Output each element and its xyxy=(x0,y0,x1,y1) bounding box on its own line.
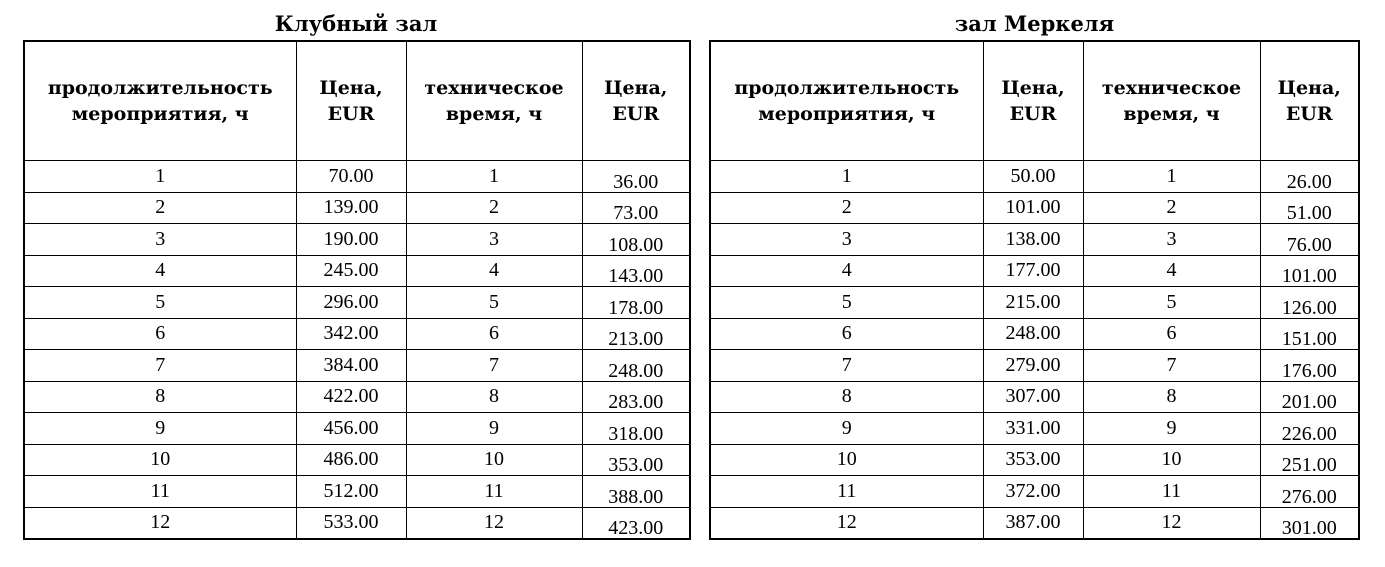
table-row xyxy=(24,287,690,319)
table-row xyxy=(24,192,690,224)
cell-technical-price: 213.00 xyxy=(582,318,690,350)
cell-technical-time: 1 xyxy=(1083,161,1260,193)
table-row xyxy=(710,381,1359,413)
cell-duration: 7 xyxy=(24,350,296,382)
cell-price: 101.00 xyxy=(983,192,1083,224)
cell-technical-time: 3 xyxy=(406,224,582,256)
cell-duration: 11 xyxy=(710,476,983,508)
cell-price: 138.00 xyxy=(983,224,1083,256)
table-row xyxy=(710,224,1359,256)
cell-technical-time: 9 xyxy=(1083,413,1260,445)
cell-duration: 12 xyxy=(710,507,983,539)
cell-technical-time: 6 xyxy=(1083,318,1260,350)
cell-duration: 1 xyxy=(710,161,983,193)
cell-duration: 9 xyxy=(710,413,983,445)
table-row xyxy=(710,476,1359,508)
cell-technical-price: 388.00 xyxy=(582,476,690,508)
header-technical-time: техническое время, ч xyxy=(1083,41,1260,161)
table-row xyxy=(24,381,690,413)
table-row xyxy=(710,413,1359,445)
cell-duration: 12 xyxy=(24,507,296,539)
cell-technical-price: 201.00 xyxy=(1260,381,1359,413)
cell-technical-price: 108.00 xyxy=(582,224,690,256)
cell-technical-time: 9 xyxy=(406,413,582,445)
cell-duration: 9 xyxy=(24,413,296,445)
cell-price: 50.00 xyxy=(983,161,1083,193)
cell-technical-time: 5 xyxy=(406,287,582,319)
header-price: Цена, EUR xyxy=(983,41,1083,161)
cell-technical-time: 1 xyxy=(406,161,582,193)
cell-technical-price: 301.00 xyxy=(1260,507,1359,539)
cell-duration: 3 xyxy=(710,224,983,256)
merkel-hall-price-table xyxy=(709,40,1360,540)
table-header-row xyxy=(710,41,1359,161)
cell-duration: 7 xyxy=(710,350,983,382)
table-row xyxy=(24,507,690,539)
cell-price: 387.00 xyxy=(983,507,1083,539)
cell-technical-time: 2 xyxy=(406,192,582,224)
cell-price: 279.00 xyxy=(983,350,1083,382)
cell-technical-time: 8 xyxy=(406,381,582,413)
cell-duration: 3 xyxy=(24,224,296,256)
cell-price: 296.00 xyxy=(296,287,406,319)
cell-technical-price: 226.00 xyxy=(1260,413,1359,445)
merkel-hall-panel xyxy=(709,8,1360,540)
club-hall-panel xyxy=(23,8,689,540)
cell-technical-price: 36.00 xyxy=(582,161,690,193)
cell-technical-price: 318.00 xyxy=(582,413,690,445)
cell-price: 177.00 xyxy=(983,255,1083,287)
cell-technical-time: 7 xyxy=(1083,350,1260,382)
cell-technical-price: 151.00 xyxy=(1260,318,1359,350)
cell-technical-price: 248.00 xyxy=(582,350,690,382)
merkel-hall-title: зал Меркеля xyxy=(954,11,1115,36)
cell-duration: 2 xyxy=(24,192,296,224)
table-row xyxy=(24,161,690,193)
header-duration: продолжительность мероприятия, ч xyxy=(24,41,296,161)
cell-technical-price: 423.00 xyxy=(582,507,690,539)
table-row xyxy=(710,255,1359,287)
cell-technical-price: 26.00 xyxy=(1260,161,1359,193)
table-row xyxy=(24,350,690,382)
cell-duration: 5 xyxy=(710,287,983,319)
cell-price: 384.00 xyxy=(296,350,406,382)
cell-price: 331.00 xyxy=(983,413,1083,445)
cell-technical-time: 11 xyxy=(1083,476,1260,508)
cell-price: 342.00 xyxy=(296,318,406,350)
cell-technical-price: 143.00 xyxy=(582,255,690,287)
table-row xyxy=(24,224,690,256)
cell-duration: 4 xyxy=(24,255,296,287)
cell-price: 353.00 xyxy=(983,444,1083,476)
cell-technical-time: 10 xyxy=(406,444,582,476)
club-hall-title: Клубный зал xyxy=(274,11,438,36)
cell-price: 456.00 xyxy=(296,413,406,445)
cell-price: 139.00 xyxy=(296,192,406,224)
cell-technical-price: 353.00 xyxy=(582,444,690,476)
cell-technical-price: 176.00 xyxy=(1260,350,1359,382)
cell-duration: 10 xyxy=(24,444,296,476)
cell-technical-time: 3 xyxy=(1083,224,1260,256)
table-row xyxy=(24,413,690,445)
cell-duration: 4 xyxy=(710,255,983,287)
cell-technical-price: 276.00 xyxy=(1260,476,1359,508)
table-row xyxy=(710,350,1359,382)
cell-price: 533.00 xyxy=(296,507,406,539)
cell-duration: 5 xyxy=(24,287,296,319)
table-row xyxy=(710,444,1359,476)
cell-price: 248.00 xyxy=(983,318,1083,350)
table-row xyxy=(710,318,1359,350)
cell-duration: 1 xyxy=(24,161,296,193)
header-price: Цена, EUR xyxy=(296,41,406,161)
cell-technical-time: 2 xyxy=(1083,192,1260,224)
cell-duration: 2 xyxy=(710,192,983,224)
cell-duration: 11 xyxy=(24,476,296,508)
cell-technical-price: 178.00 xyxy=(582,287,690,319)
header-duration: продолжительность мероприятия, ч xyxy=(710,41,983,161)
cell-price: 215.00 xyxy=(983,287,1083,319)
header-technical-price: Цена, EUR xyxy=(582,41,690,161)
cell-technical-price: 101.00 xyxy=(1260,255,1359,287)
cell-price: 486.00 xyxy=(296,444,406,476)
cell-technical-time: 10 xyxy=(1083,444,1260,476)
club-hall-price-table xyxy=(23,40,691,540)
cell-price: 422.00 xyxy=(296,381,406,413)
header-technical-price: Цена, EUR xyxy=(1260,41,1359,161)
cell-duration: 10 xyxy=(710,444,983,476)
cell-technical-price: 283.00 xyxy=(582,381,690,413)
cell-technical-time: 7 xyxy=(406,350,582,382)
cell-technical-time: 8 xyxy=(1083,381,1260,413)
cell-technical-price: 76.00 xyxy=(1260,224,1359,256)
cell-price: 70.00 xyxy=(296,161,406,193)
cell-technical-time: 12 xyxy=(1083,507,1260,539)
cell-price: 372.00 xyxy=(983,476,1083,508)
cell-technical-price: 251.00 xyxy=(1260,444,1359,476)
cell-price: 512.00 xyxy=(296,476,406,508)
table-row xyxy=(24,255,690,287)
cell-technical-price: 51.00 xyxy=(1260,192,1359,224)
cell-technical-price: 126.00 xyxy=(1260,287,1359,319)
cell-technical-time: 4 xyxy=(1083,255,1260,287)
cell-technical-time: 11 xyxy=(406,476,582,508)
cell-price: 307.00 xyxy=(983,381,1083,413)
cell-technical-time: 12 xyxy=(406,507,582,539)
header-technical-time: техническое время, ч xyxy=(406,41,582,161)
table-row xyxy=(24,476,690,508)
cell-duration: 6 xyxy=(710,318,983,350)
table-row xyxy=(710,192,1359,224)
cell-technical-time: 6 xyxy=(406,318,582,350)
cell-technical-price: 73.00 xyxy=(582,192,690,224)
cell-technical-time: 4 xyxy=(406,255,582,287)
table-header-row xyxy=(24,41,690,161)
table-row xyxy=(710,287,1359,319)
table-row xyxy=(24,318,690,350)
table-row xyxy=(710,161,1359,193)
cell-price: 190.00 xyxy=(296,224,406,256)
cell-duration: 8 xyxy=(24,381,296,413)
table-row xyxy=(710,507,1359,539)
table-row xyxy=(24,444,690,476)
cell-price: 245.00 xyxy=(296,255,406,287)
cell-duration: 8 xyxy=(710,381,983,413)
cell-duration: 6 xyxy=(24,318,296,350)
cell-technical-time: 5 xyxy=(1083,287,1260,319)
